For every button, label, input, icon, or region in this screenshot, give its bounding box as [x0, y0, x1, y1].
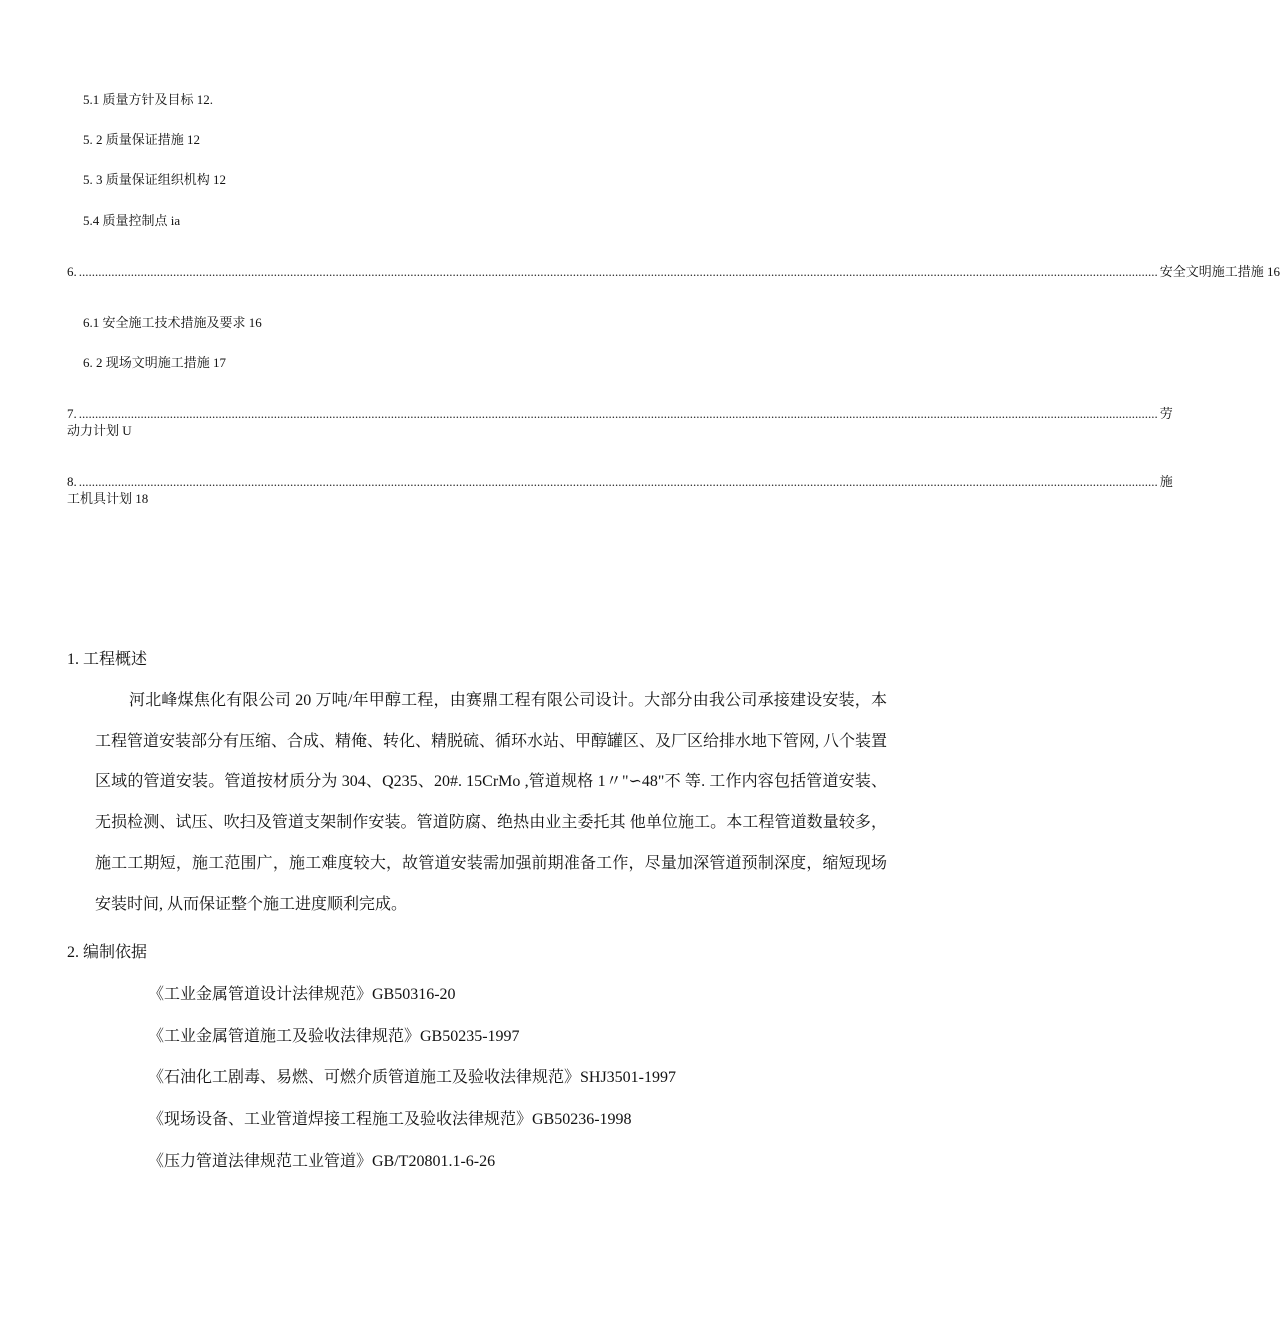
reference-item: 《现场设备、工业管道焊接工程施工及验收法律规范》GB50236-1998 — [148, 1111, 632, 1128]
toc-leader-dots: ............................................................................................................................................................................................................................................................................................................................................ — [78, 264, 1158, 279]
toc-item-6-1[interactable]: 6.1 安全施工技术措施及要求 16 — [83, 315, 262, 330]
toc-item-5-3[interactable]: 5. 3 质量保证组织机构 12 — [83, 172, 227, 187]
toc-item-7-continuation: 动力计划 U — [67, 423, 132, 438]
toc-item-8-continuation: 工机具计划 18 — [67, 491, 149, 506]
toc-leader-dots: ............................................................................................................................................................................................................................................................................................................................................ — [78, 474, 1158, 489]
reference-item: 《压力管道法律规范工业管道》GB/T20801.1-6-26 — [148, 1153, 496, 1170]
section-2-heading: 2. 编制依据 — [67, 944, 148, 961]
toc-item-8[interactable] — [67, 474, 1173, 507]
toc-leader-dots: ............................................................................................................................................................................................................................................................................................................................................ — [78, 406, 1158, 421]
toc-item-8-number: 8. — [67, 474, 77, 489]
toc-item-6[interactable] — [67, 264, 1280, 280]
section-1-paragraph: 河北峰煤焦化有限公司 20 万吨/年甲醇工程，由赛鼎工程有限公司设计。大部分由我公司承接建设安装，本工程管道安装部分有压缩、合成、精俺、转化、精脱硫、循环水站、甲醇罐区、及厂区给排水地下管网, 八个装置区域的管道安装。管道按材质分为 304、Q235、20#. 15CrMo ,管道规格 1〃"∽48"不 等. 工作内容包括管道安装、无损检测、试压、吹扫及管道支架制作安装。管道防腐、绝热由业主委托其 他单位施工。本工程管道数量较多，施工工期短，施工范围广，施工难度较大，故管道安装需加强前期准备工作，尽量加深管道预制深度，缩短现场安装时间, 从而保证整个施工进度顺利完成。 — [95, 692, 888, 913]
toc-item-5-2[interactable]: 5. 2 质量保证措施 12 — [83, 132, 201, 147]
toc-item-7[interactable] — [67, 406, 1173, 439]
toc-item-5-1[interactable]: 5.1 质量方针及目标 12. — [83, 92, 214, 107]
toc-item-8-title-end: 施 — [1159, 474, 1173, 489]
toc-item-5-4[interactable]: 5.4 质量控制点 ia — [83, 213, 181, 228]
toc-item-6-number: 6. — [67, 264, 77, 279]
toc-item-6-title: 安全文明施工措施 16 — [1159, 264, 1280, 279]
section-1-heading: 1. 工程概述 — [67, 651, 148, 668]
reference-item: 《石油化工剧毒、易燃、可燃介质管道施工及验收法律规范》SHJ3501-1997 — [148, 1069, 677, 1086]
toc-item-7-number: 7. — [67, 406, 77, 421]
reference-item: 《工业金属管道设计法律规范》GB50316-20 — [148, 986, 456, 1003]
toc-item-6-2[interactable]: 6. 2 现场文明施工措施 17 — [83, 355, 227, 370]
toc-item-7-title-end: 劳 — [1159, 406, 1173, 421]
reference-item: 《工业金属管道施工及验收法律规范》GB50235-1997 — [148, 1028, 520, 1045]
